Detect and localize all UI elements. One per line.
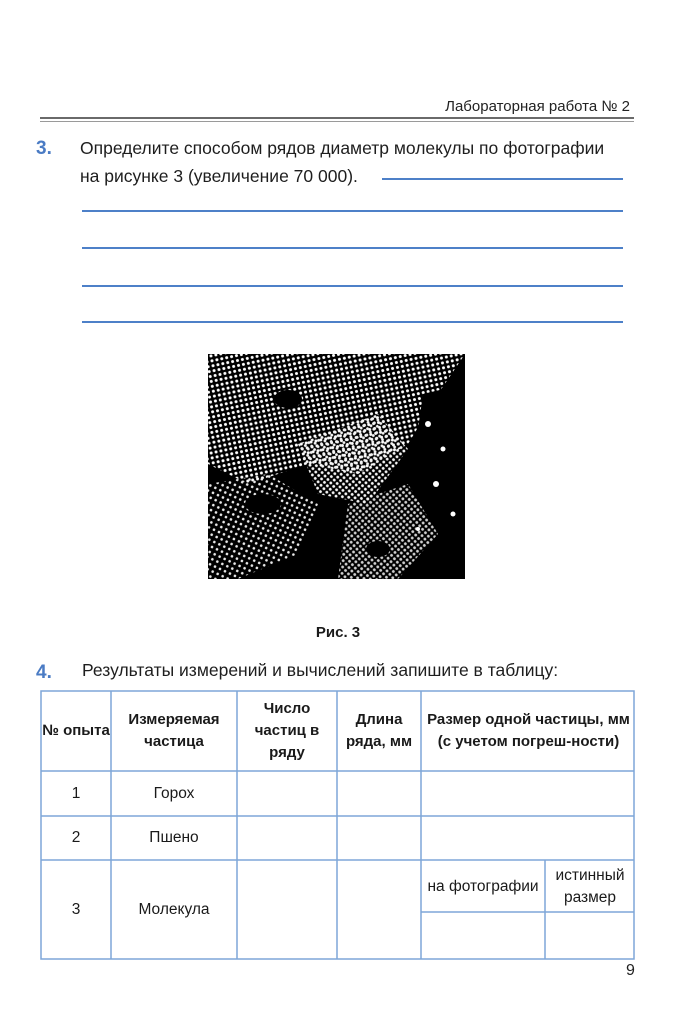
molecule-photo-image [208, 354, 465, 579]
row-1-count-cell[interactable] [237, 771, 337, 816]
task-3-line-1: Определите способом рядов диаметр молекулы по фотографии [80, 138, 605, 158]
header-row-length: Длина ряда, мм [345, 711, 413, 750]
answer-line-1[interactable] [382, 178, 623, 180]
page-number: 9 [626, 962, 635, 979]
answer-line-3[interactable] [82, 247, 623, 249]
row-1-number: 1 [71, 784, 81, 802]
figure-caption: Рис. 3 [315, 624, 361, 641]
header-particle-size: Размер одной частицы, мм (с учетом погреш-ности) [427, 711, 630, 750]
row-3-number: 3 [71, 900, 81, 918]
row-3-particle: Молекула [138, 900, 210, 918]
header-particle-count: Число частиц в ряду [254, 700, 320, 761]
task-4-number: 4. [36, 662, 52, 683]
row-1-length-cell[interactable] [337, 771, 421, 816]
running-title: Лабораторная работа № 2 [445, 98, 630, 115]
row-1-particle: Горох [153, 784, 195, 802]
subheader-on-photo: на фотографии [427, 878, 539, 895]
header-rule-thin [40, 121, 634, 122]
header-rule [40, 117, 634, 119]
header-measured-particle: Измеряемая частица [128, 711, 220, 750]
subheader-true-size: истинный размер [555, 867, 625, 906]
row-2-size-cell[interactable] [421, 816, 634, 860]
row-3-length-cell[interactable] [337, 860, 421, 959]
task-4-text: Результаты измерений и вычислений запишите в таблицу: [82, 660, 559, 680]
molecule-photo [208, 354, 465, 579]
task-3-number: 3. [36, 138, 52, 159]
row-3-count-cell[interactable] [237, 860, 337, 959]
header-experiment-number: № опыта [42, 722, 110, 739]
row-2-particle: Пшено [149, 829, 199, 846]
answer-line-2[interactable] [82, 210, 623, 212]
row-1-size-cell[interactable] [421, 771, 634, 816]
task-3-line-2: на рисунке 3 (увеличение 70 000). [80, 166, 358, 186]
answer-line-5[interactable] [82, 321, 623, 323]
row-2-count-cell[interactable] [237, 816, 337, 860]
answer-line-4[interactable] [82, 285, 623, 287]
results-table [40, 690, 635, 960]
row-3-true-size-cell[interactable] [545, 912, 634, 959]
row-2-number: 2 [71, 829, 81, 846]
row-3-photo-size-cell[interactable] [421, 912, 545, 959]
row-2-length-cell[interactable] [337, 816, 421, 860]
